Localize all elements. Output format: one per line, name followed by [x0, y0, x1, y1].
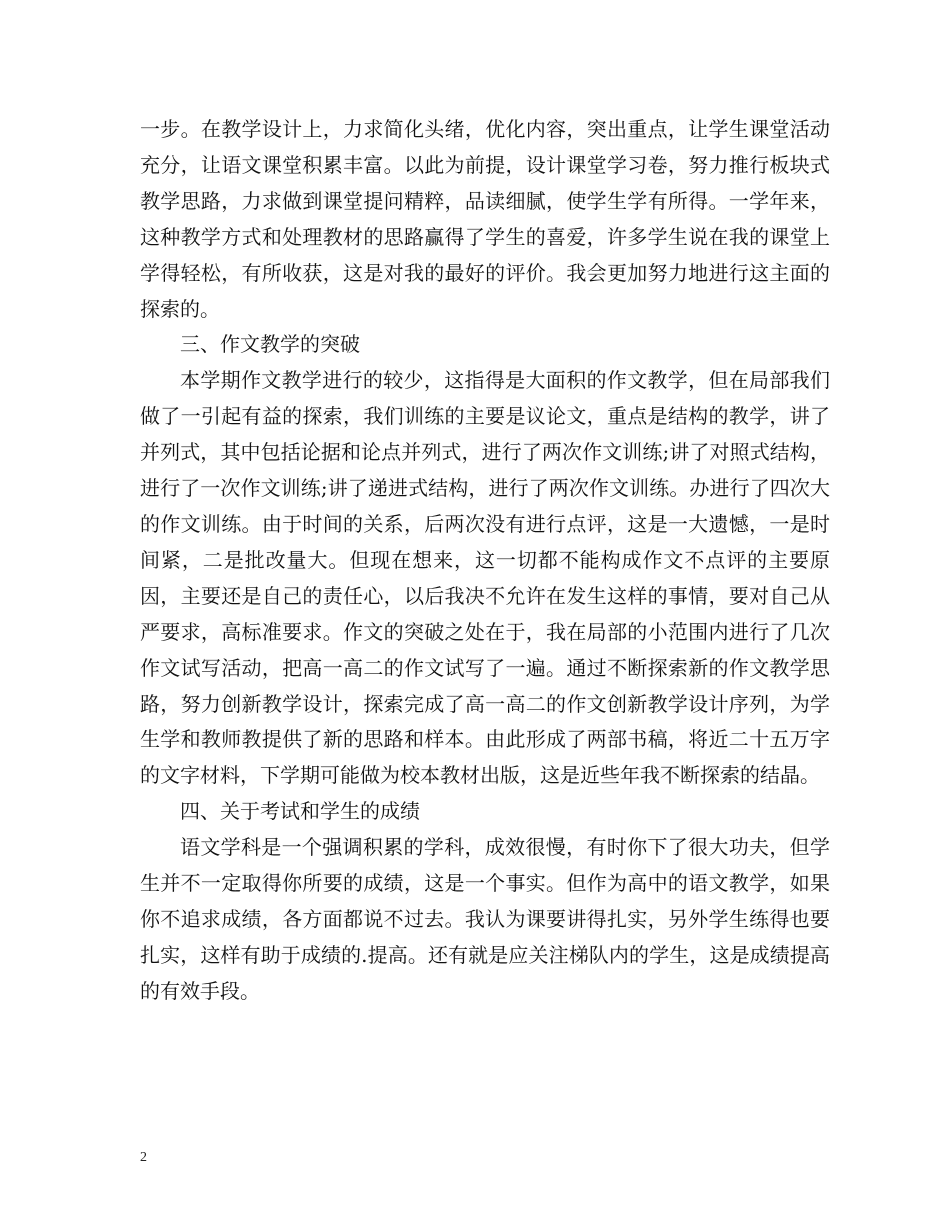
paragraph-exams: 语文学科是一个强调积累的学科，成效很慢，有时你下了很大功夫，但学生并不一定取得你所要的成绩，这是一个事实。但作为高中的语文教学，如果你不追求成绩，各方面都说不过去。我认为课要讲得扎实，另外学生练得也要扎实，这样有助于成绩的.提高。还有就是应关注梯队内的学生，这是成绩提高的有效手段。 — [140, 835, 830, 1003]
page-number: 2 — [140, 1150, 147, 1165]
paragraph-continuation: 一步。在教学设计上，力求简化头绪，优化内容，突出重点，让学生课堂活动充分，让语文课堂积累丰富。以此为前提，设计课堂学习卷，努力推行板块式教学思路，力求做到课堂提问精粹，品读细腻，使学生学有所得。一学年来，这种教学方式和处理教材的思路赢得了学生的喜爱，许多学生说在我的课堂上学得轻松，有所收获，这是对我的最好的评价。我会更加努力地进行这主面的探索的。 — [140, 117, 830, 321]
section-heading-composition: 三、作文教学的突破 — [180, 332, 360, 357]
document-body — [140, 112, 830, 1010]
section-heading-exams: 四、关于考试和学生的成绩 — [180, 799, 420, 824]
paragraph-composition: 本学期作文教学进行的较少，这指得是大面积的作文教学，但在局部我们做了一引起有益的探索，我们训练的主要是议论文，重点是结构的教学，讲了并列式，其中包括论据和论点并列式，进行了两次作文训练;讲了对照式结构，进行了一次作文训练;讲了递进式结构，进行了两次作文训练。办进行了四次大的作文训练。由于时间的关系，后两次没有进行点评，这是一大遗憾，一是时间紧，二是批改量大。但现在想来，这一切都不能构成作文不点评的主要原因，主要还是自己的责任心，以后我决不允许在发生这样的事情，要对自己从严要求，高标准要求。作文的突破之处在于，我在局部的小范围内进行了几次作文试写活动，把高一高二的作文试写了一遍。通过不断探索新的作文教学思路，努力创新教学设计，探索完成了高一高二的作文创新教学设计序列，为学生学和教师教提供了新的思路和样本。由此形成了两部书稿，将近二十五万字的文字材料，下学期可能做为校本教材出版，这是近些年我不断探索的结晶。 — [140, 368, 830, 788]
